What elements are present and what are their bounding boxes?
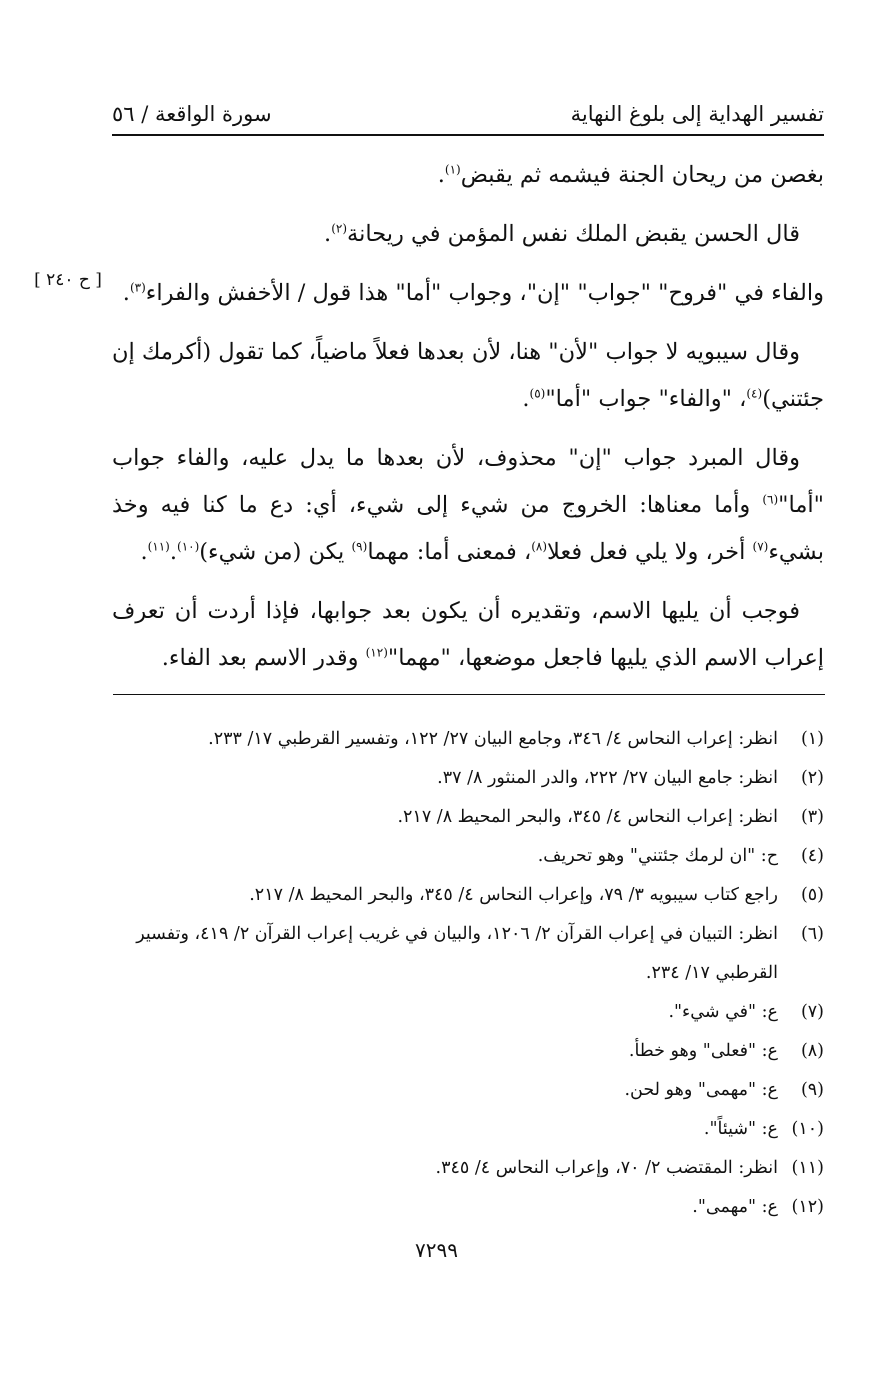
paragraph-text: . <box>140 539 148 565</box>
footnote <box>112 759 824 798</box>
footnote-number: (٧) <box>800 1002 824 1022</box>
footnote-reference: (٢) <box>331 221 348 236</box>
footnote-number: (١٠) <box>791 1119 824 1139</box>
footnote <box>112 876 824 915</box>
footnote-text: ع: "مهمى" وهو لحن. <box>624 1080 778 1100</box>
paragraph <box>112 435 824 576</box>
surah-title: سورة الواقعة / ٥٦ <box>112 102 272 126</box>
footnote <box>112 915 824 993</box>
footnote <box>112 993 824 1032</box>
footnote-reference: (٩) <box>351 539 368 554</box>
paragraph-text: . <box>522 386 530 412</box>
footnote-reference: (٤) <box>746 386 763 401</box>
paragraph <box>112 152 824 199</box>
paragraph <box>112 588 824 682</box>
footnote-text: انظر: المقتضب ٢/ ٧٠، وإعراب النحاس ٤/ ٣٤٥. <box>435 1158 778 1178</box>
book-title: تفسير الهداية إلى بلوغ النهاية <box>570 102 824 126</box>
paragraph-text: ، "والفاء" جواب "أما" <box>545 386 747 412</box>
footnote-text: ع: "في شيء". <box>668 1002 778 1022</box>
footnote <box>112 1149 824 1188</box>
footnote-number: (٦) <box>800 924 824 944</box>
paragraph-text: وقال المبرد جواب "إن" محذوف، لأن بعدها ما يدل عليه، والفاء جواب "أما" <box>112 445 824 518</box>
footnote-text: ح: "ان لرمك جئتني" وهو تحريف. <box>537 846 778 866</box>
footnotes <box>112 720 824 1227</box>
paragraph-text: بغصن من ريحان الجنة فيشمه ثم يقبض <box>460 162 824 188</box>
footnote-number: (٢) <box>800 768 824 788</box>
paragraph-text: والفاء في "فروح" "جواب" "إن"، وجواب "أما" هذا قول / الأخفش والفراء <box>145 280 824 306</box>
manuscript-folio-marker: [ ح ٢٤٠ ] <box>34 270 102 290</box>
footnote <box>112 1110 824 1149</box>
paragraph-text: . <box>122 280 130 306</box>
running-header <box>112 94 824 136</box>
footnote-number: (١٢) <box>791 1197 824 1217</box>
paragraph-text: أخر، ولا يلي فعل فعلا <box>547 539 753 565</box>
footnote-text: انظر: التبيان في إعراب القرآن ٢/ ١٢٠٦، والبيان في غريب إعراب القرآن ٢/ ٤١٩، وتفسير القرطبي ١٧/ ٢٣٤. <box>136 924 778 983</box>
paragraph-text: فوجب أن يليها الاسم، وتقديره أن يكون بعد جوابها، فإذا أردت أن تعرف إعراب الاسم الذي يليها فاجعل موضعها، "مهما" <box>112 598 824 671</box>
paragraph-text: قال الحسن يقبض الملك نفس المؤمن في ريحانة <box>347 221 800 247</box>
paragraph <box>112 329 824 423</box>
paragraph-text: وأما معناها: الخروج من شيء إلى شيء، أي: دع ما كنا فيه وخذ بشيء <box>112 492 824 565</box>
main-text <box>112 152 824 694</box>
footnote-separator <box>113 694 825 695</box>
footnote-reference: (١٢) <box>365 645 388 660</box>
paragraph-text: . <box>169 539 178 565</box>
footnote <box>112 837 824 876</box>
footnote-text: ع: "مهمى". <box>692 1197 778 1217</box>
footnote-number: (٩) <box>800 1080 824 1100</box>
footnote-text: ع: "فعلى" وهو خطأ. <box>628 1041 778 1061</box>
paragraph-text: . <box>437 162 445 188</box>
paragraph <box>112 211 824 258</box>
paragraph <box>112 270 824 317</box>
footnote-number: (٣) <box>800 807 824 827</box>
footnote <box>112 1032 824 1071</box>
footnote-number: (١) <box>800 729 824 749</box>
page-number: ٧٢٩٩ <box>415 1238 458 1262</box>
footnote-text: انظر: إعراب النحاس ٤/ ٣٤٦، وجامع البيان ٢٧/ ١٢٢، وتفسير القرطبي ١٧/ ٢٣٣. <box>208 729 778 749</box>
footnote-text: انظر: إعراب النحاس ٤/ ٣٤٥، والبحر المحيط ٨/ ٢١٧. <box>397 807 778 827</box>
footnote-reference: (٧) <box>752 539 769 554</box>
footnote <box>112 720 824 759</box>
footnote <box>112 1071 824 1110</box>
footnote-text: راجع كتاب سيبويه ٣/ ٧٩، وإعراب النحاس ٤/ ٣٤٥، والبحر المحيط ٨/ ٢١٧. <box>249 885 778 905</box>
footnote-reference: (٨) <box>531 539 548 554</box>
paragraph-text: ، فمعنى أما: مهما <box>367 539 532 565</box>
footnote-reference: (١١) <box>147 539 170 554</box>
footnote-number: (١١) <box>791 1158 824 1178</box>
footnote-text: ع: "شيئاً". <box>703 1119 778 1139</box>
footnote-reference: (٦) <box>762 492 779 507</box>
footnote-reference: (١) <box>444 162 461 177</box>
footnote <box>112 798 824 837</box>
footnote-number: (٨) <box>800 1041 824 1061</box>
footnote-number: (٥) <box>800 885 824 905</box>
footnote-reference: (٣) <box>129 280 146 295</box>
footnote-reference: (٥) <box>529 386 546 401</box>
footnote-reference: (١٠) <box>177 539 200 554</box>
paragraph-text: . <box>324 221 332 247</box>
footnote-number: (٤) <box>800 846 824 866</box>
paragraph-text: وقدر الاسم بعد الفاء. <box>161 645 366 671</box>
paragraph-text: وقال سيبويه لا جواب "لأن" هنا، لأن بعدها فعلاً ماضياً، كما تقول (أكرمك إن جئتني) <box>112 339 824 412</box>
footnote <box>112 1188 824 1227</box>
paragraph-text: يكن (من شيء) <box>199 539 352 565</box>
footnote-text: انظر: جامع البيان ٢٧/ ٢٢٢، والدر المنثور ٨/ ٣٧. <box>437 768 778 788</box>
